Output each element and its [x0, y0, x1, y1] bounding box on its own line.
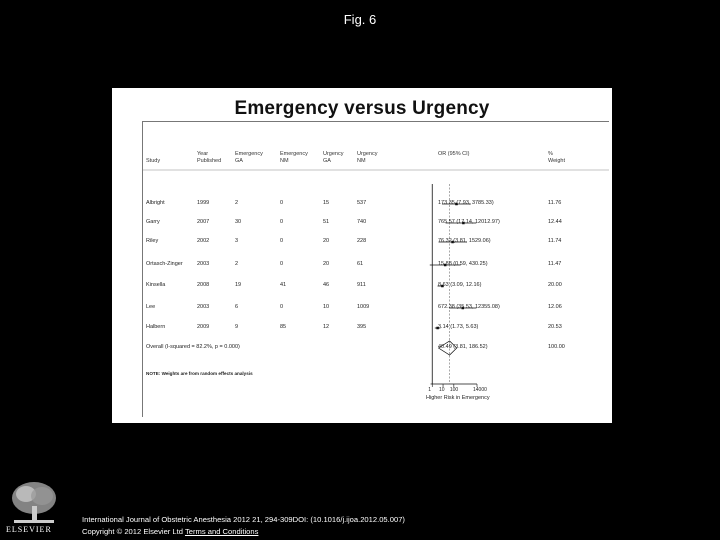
table-cell-unm: 395 [357, 324, 367, 330]
weights-note: NOTE: Weights are from random effects analysis [146, 371, 253, 376]
table-cell-study: Ortasch-Zinger [146, 261, 183, 267]
table-cell-egA: 6 [235, 304, 239, 310]
column-header: Emergency GA [235, 151, 263, 164]
table-cell-or: 8.63 (3.09, 12.16) [438, 282, 482, 288]
table-cell-year: 2008 [197, 282, 210, 288]
table-cell-study: Albright [146, 200, 165, 206]
table-cell-year: 2009 [197, 324, 210, 330]
table-cell-enm: 0 [280, 219, 284, 225]
table-cell-study: Garry [146, 219, 160, 225]
overall-weight: 100.00 [548, 344, 565, 350]
elsevier-logo-text: ELSEVIER [6, 525, 52, 534]
table-cell-or: 3.14 (1.73, 5.63) [438, 324, 479, 330]
table-cell-egA: 19 [235, 282, 242, 288]
table-cell-weight: 20.53 [548, 324, 562, 330]
x-axis-label: Higher Risk in Emergency [426, 395, 490, 401]
table-cell-study: Lee [146, 304, 156, 310]
table-cell-or: 672.38 (35.53, 12355.08) [438, 304, 500, 310]
table-cell-year: 2007 [197, 219, 210, 225]
table-cell-egA: 30 [235, 219, 242, 225]
table-cell-enm: 0 [280, 304, 284, 310]
figure-title: Fig. 6 [343, 12, 377, 27]
column-header: Study [146, 158, 161, 164]
table-cell-enm: 41 [280, 282, 287, 288]
table-cell-unm: 1009 [357, 304, 370, 310]
column-header: % Weight [548, 151, 566, 164]
table-cell-uga: 51 [323, 219, 330, 225]
column-header: Urgency NM [357, 151, 378, 164]
table-cell-enm: 85 [280, 324, 287, 330]
overall-or: 40.49 (3.81, 186.52) [438, 344, 488, 350]
column-header: OR (95% CI) [438, 151, 470, 157]
x-tick-label: 1 [428, 387, 432, 393]
table-cell-unm: 61 [357, 261, 364, 267]
table-cell-unm: 740 [357, 219, 367, 225]
table-cell-or: 76.32 (3.81, 1529.06) [438, 238, 491, 244]
table-cell-study: Kinsella [146, 282, 166, 288]
table-cell-enm: 0 [280, 261, 284, 267]
table-cell-or: 765.57 (17.14, 12012.97) [438, 219, 500, 225]
table-cell-uga: 15 [323, 200, 330, 206]
table-cell-egA: 9 [235, 324, 239, 330]
overall-label: Overall (I-squared = 82.2%, p = 0.000) [146, 344, 240, 350]
column-header: Year Published [197, 151, 222, 164]
table-cell-egA: 2 [235, 261, 239, 267]
x-tick-label: 10 [439, 387, 445, 393]
table-cell-uga: 20 [323, 238, 330, 244]
table-cell-unm: 228 [357, 238, 367, 244]
citation-text: International Journal of Obstetric Anesthesia 2012 21, 294-309DOI: (10.1016/j.ijoa.2012.05.007) [82, 515, 405, 524]
forest-plot-table [142, 121, 609, 417]
table-cell-weight: 20.00 [548, 282, 562, 288]
table-cell-year: 1999 [197, 200, 210, 206]
table-cell-unm: 911 [357, 282, 366, 288]
figure-panel [112, 88, 612, 423]
table-cell-egA: 2 [235, 200, 239, 206]
table-cell-or: 15.88 (0.59, 430.25) [438, 261, 488, 267]
table-cell-enm: 0 [280, 200, 284, 206]
column-header: Emergency NM [280, 151, 308, 164]
table-cell-year: 2003 [197, 304, 210, 310]
terms-and-conditions-link[interactable]: Terms and Conditions [184, 527, 259, 536]
copyright-text: Copyright © 2012 Elsevier Ltd [82, 527, 183, 536]
table-cell-uga: 46 [323, 282, 330, 288]
table-cell-study: Halbern [146, 324, 166, 330]
table-cell-weight: 12.44 [548, 219, 562, 225]
table-cell-or: 173.35 (7.93, 3785.33) [438, 200, 494, 206]
table-cell-enm: 0 [280, 238, 284, 244]
table-cell-uga: 20 [323, 261, 330, 267]
table-cell-weight: 12.06 [548, 304, 562, 310]
column-header: Urgency GA [323, 151, 344, 164]
x-tick-label: 100 [449, 387, 459, 393]
table-cell-uga: 12 [323, 324, 330, 330]
table-cell-uga: 10 [323, 304, 330, 310]
table-cell-unm: 537 [357, 200, 367, 206]
table-cell-year: 2003 [197, 261, 210, 267]
copyright-line [82, 527, 258, 536]
x-tick-label: 14000 [473, 387, 487, 393]
table-cell-weight: 11.74 [548, 238, 562, 244]
table-cell-study: Riley [146, 238, 159, 244]
table-cell-weight: 11.76 [548, 200, 562, 206]
table-cell-year: 2002 [197, 238, 210, 244]
chart-title: Emergency versus Urgency [234, 98, 490, 119]
table-cell-weight: 11.47 [548, 261, 562, 267]
table-cell-egA: 3 [235, 238, 239, 244]
